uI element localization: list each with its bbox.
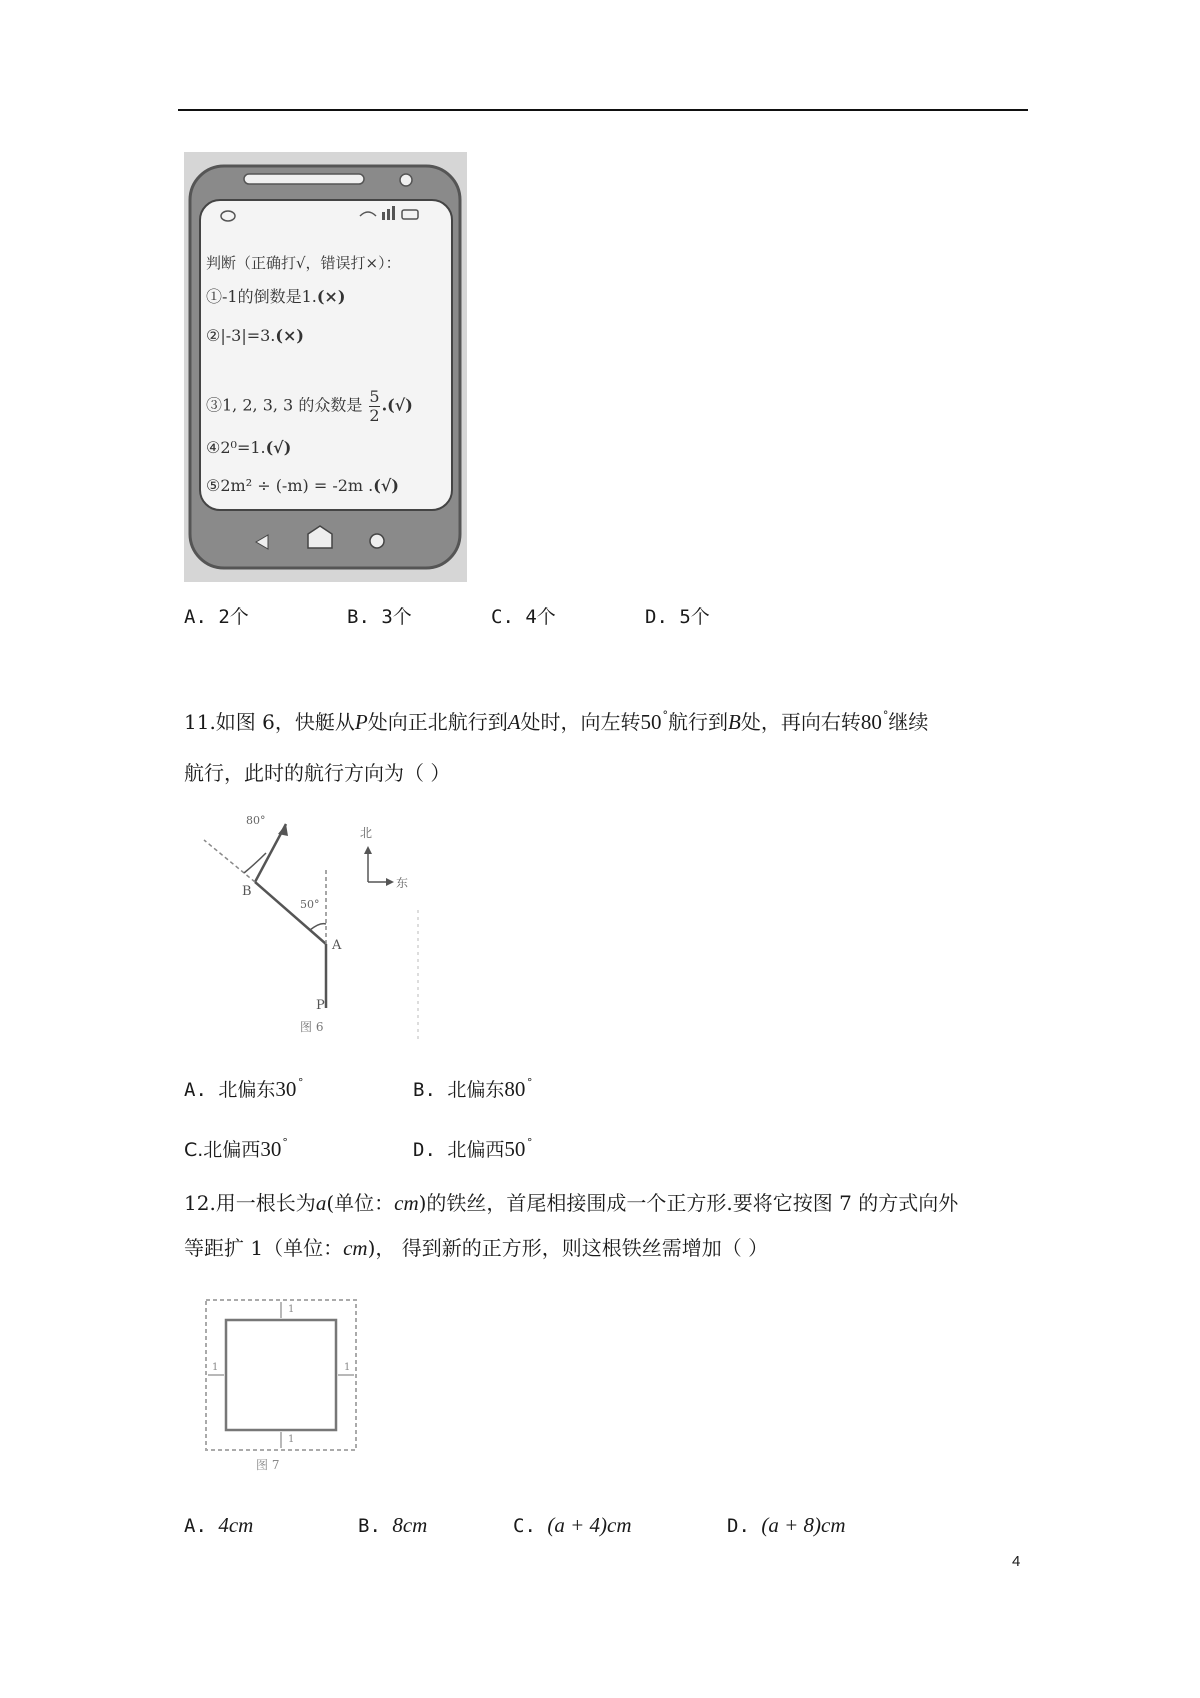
q11-line2: 航行，此时的航行方向为（ ） <box>184 761 451 785</box>
q12-figure <box>198 1290 368 1480</box>
fig6-angle50: 50° <box>300 898 320 911</box>
q10-option-a[interactable]: A. 2个 <box>184 606 249 628</box>
fig6-north-label: 北 <box>360 826 373 840</box>
phone-figure <box>184 152 467 582</box>
phone-prompt: 判断（正确打√，错误打×）： <box>206 254 401 272</box>
q12-option-a[interactable]: A. 4cm <box>184 1513 254 1537</box>
page-number: 4 <box>1012 1553 1021 1570</box>
phone-item-2: ②|-3|=3.(×) <box>206 326 304 345</box>
fig7-label-right: 1 <box>344 1362 351 1373</box>
q11-option-a[interactable]: A. 北偏东30° <box>184 1076 304 1101</box>
fig7-label-bottom: 1 <box>288 1434 295 1445</box>
q11-figure <box>196 810 446 1040</box>
fig7-label-top: 1 <box>288 1304 295 1315</box>
q11-option-c[interactable]: C.北偏西30° <box>184 1136 288 1161</box>
fig7-caption: 图 7 <box>256 1458 280 1472</box>
phone-item-4: ④2⁰=1.(√) <box>206 438 292 457</box>
q11-option-b[interactable]: B. 北偏东80° <box>413 1076 533 1101</box>
q11-option-d[interactable]: D. 北偏西50° <box>413 1136 533 1161</box>
q10-option-c[interactable]: C. 4个 <box>491 606 556 628</box>
phone-item-3: ③1, 2, 3, 3 的众数是 $\frac{5}{2}$ .(√) <box>206 387 413 425</box>
phone-item-5: ⑤2m² ÷ (-m) = -2m .(√) <box>206 476 399 495</box>
phone-item-1: ①-1的倒数是1.(×) <box>206 287 346 306</box>
q12-option-b[interactable]: B. 8cm <box>358 1513 428 1537</box>
phone-illustration <box>184 152 467 582</box>
fig6-label-a: A <box>332 938 342 953</box>
fig6-label-b: B <box>242 884 252 899</box>
q10-option-d[interactable]: D. 5个 <box>645 606 710 628</box>
q10-option-b[interactable]: B. 3个 <box>347 606 412 628</box>
fig6-angle80: 80° <box>246 814 266 827</box>
fig6-east-label: 东 <box>396 876 409 890</box>
fig6-caption: 图 6 <box>300 1020 324 1034</box>
q12-option-c[interactable]: C. (a + 4)cm <box>513 1513 632 1537</box>
fig7-label-left: 1 <box>212 1362 219 1373</box>
q12-option-d[interactable]: D. (a + 8)cm <box>727 1513 846 1537</box>
header-rule <box>178 109 1028 111</box>
q12-line1: 12.用一根长为a(单位：cm)的铁丝，首尾相接围成一个正方形.要将它按图 7 的方式向外 <box>184 1191 959 1215</box>
q11-line1: 11.如图 6，快艇从P处向正北航行到A处时，向左转50°航行到B处，再向右转80°继续 <box>184 709 929 734</box>
q12-line2: 等距扩 1（单位：cm)， 得到新的正方形，则这根铁丝需增加（ ） <box>184 1236 769 1260</box>
square-expansion-diagram <box>198 1290 368 1480</box>
fig6-label-p: P <box>316 998 325 1013</box>
